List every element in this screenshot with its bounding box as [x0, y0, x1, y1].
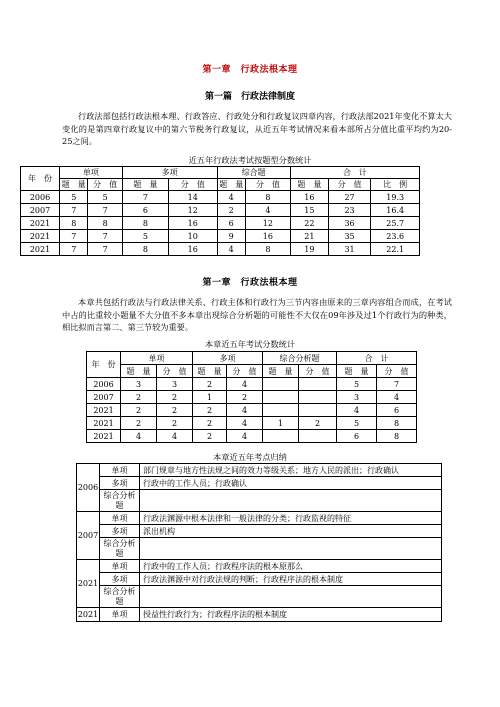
section-intro-paragraph: 行政法部包括行政法根本理、行政答应、行政处分和行政复议四章内容，行政法部2021年变化不算太大变化的是第四章行政复议中的第六节税务行政复议，从近五年考试情况来看本部所占分值比重平均约为20-25之间。	[62, 111, 452, 146]
type-cell: 单项	[100, 560, 140, 573]
table-cell: 2	[121, 417, 157, 430]
table-row	[87, 391, 417, 404]
table-cell: 4	[227, 404, 263, 417]
sub-header: 题 量	[263, 365, 299, 378]
table-cell	[299, 391, 337, 404]
content-cell	[140, 490, 442, 512]
table-cell: 8	[377, 430, 417, 443]
table-cell: 4	[227, 430, 263, 443]
year-cell: 2021	[21, 217, 60, 230]
table-cell: 6	[122, 204, 168, 217]
table-row	[87, 378, 417, 391]
table-cell: 16	[168, 243, 217, 256]
table-cell: 6	[377, 404, 417, 417]
year-cell: 2007	[21, 204, 60, 217]
table-cell: 8	[60, 217, 88, 230]
table-cell: 22	[290, 217, 328, 230]
group-header: 合 计	[337, 352, 417, 365]
sub-header: 分 值	[245, 179, 290, 191]
table-cell: 31	[328, 243, 371, 256]
year-cell: 2021	[87, 430, 121, 443]
table-cell: 2	[193, 404, 227, 417]
table-cell: 4	[377, 391, 417, 404]
year-cell: 2006	[21, 191, 60, 204]
table-cell: 8	[245, 243, 290, 256]
sub-header: 分 值	[88, 179, 122, 191]
content-cell	[140, 586, 442, 608]
sub-header: 分 值	[328, 179, 371, 191]
type-cell: 多项	[100, 477, 140, 490]
score-table-five-years	[20, 166, 420, 256]
type-cell: 单项	[100, 608, 140, 622]
sub-header: 分 值	[377, 365, 417, 378]
group-header: 综合分析题	[263, 352, 337, 365]
table-cell: 35	[328, 230, 371, 243]
table-cell: 21	[290, 230, 328, 243]
table-cell: 25.7	[371, 217, 420, 230]
table-cell: 7	[88, 243, 122, 256]
table-cell: 6	[337, 430, 377, 443]
table-cell: 19.3	[371, 191, 420, 204]
table-cell: 6	[217, 217, 245, 230]
year-header: 年 份	[21, 167, 60, 191]
content-cell: 派出机构	[140, 525, 442, 538]
table-cell: 1	[263, 417, 299, 430]
table-cell: 8	[88, 217, 122, 230]
table-cell: 8	[122, 243, 168, 256]
table-cell: 1	[193, 391, 227, 404]
chapter-title: 第一章 行政法根本理	[202, 65, 298, 75]
table-cell: 7	[88, 230, 122, 243]
sub-header: 题 量	[193, 365, 227, 378]
table-cell: 4	[245, 204, 290, 217]
table-cell: 4	[217, 243, 245, 256]
table-cell: 4	[157, 430, 193, 443]
table-cell: 15	[290, 204, 328, 217]
table-cell: 19	[290, 243, 328, 256]
table-cell: 2	[227, 391, 263, 404]
table-cell: 7	[60, 243, 88, 256]
points-caption: 本章近五年考点归纳	[213, 452, 287, 462]
content-cell: 行政法渊源中对行政法规的判断；行政程序法的根本制度	[140, 573, 442, 586]
type-cell: 综合分析题	[100, 538, 140, 560]
table-cell: 2	[157, 391, 193, 404]
table-cell: 4	[121, 430, 157, 443]
table-cell: 8	[122, 217, 168, 230]
group-header: 单项	[121, 352, 193, 365]
table-cell: 8	[245, 191, 290, 204]
table-cell: 12	[245, 217, 290, 230]
table-cell: 22.1	[371, 243, 420, 256]
type-cell: 多项	[100, 573, 140, 586]
table-cell	[263, 391, 299, 404]
table-cell: 7	[122, 191, 168, 204]
table-cell: 3	[337, 391, 377, 404]
table-cell: 16	[290, 191, 328, 204]
table1-caption: 近五年行政法考试按题型分数统计	[188, 155, 312, 165]
table-cell: 2	[193, 417, 227, 430]
table-cell: 8	[377, 417, 417, 430]
table-cell: 2	[121, 404, 157, 417]
content-cell: 授益性行政行为；行政程序法的根本制度	[140, 608, 442, 622]
table-row	[87, 404, 417, 417]
table-cell	[263, 430, 299, 443]
content-cell: 行政中的工作人员；行政程序法的根本原那么	[140, 560, 442, 573]
table-cell: 3	[157, 378, 193, 391]
content-cell: 行政法渊源中根本法律和一般法律的分类；行政监视的特征	[140, 512, 442, 525]
key-points-table	[76, 463, 442, 622]
group-header: 合 计	[290, 167, 419, 179]
table-cell: 2	[121, 391, 157, 404]
chapter1-title: 第一章 行政法根本理	[202, 278, 298, 288]
table-row	[21, 204, 420, 217]
content-cell: 行政中的工作人员；行政确认	[140, 477, 442, 490]
year-cell: 2006	[87, 378, 121, 391]
table-cell: 12	[168, 204, 217, 217]
table-cell: 16.4	[371, 204, 420, 217]
type-cell: 综合分析题	[100, 586, 140, 608]
table-cell: 5	[88, 191, 122, 204]
table-cell: 4	[217, 191, 245, 204]
table-cell: 5	[122, 230, 168, 243]
type-cell: 单项	[100, 512, 140, 525]
table-cell: 7	[377, 378, 417, 391]
sub-header: 分 值	[227, 365, 263, 378]
section-title: 第一篇 行政法律制度	[204, 92, 295, 102]
year-cell: 2021	[77, 608, 100, 622]
table-cell: 27	[328, 191, 371, 204]
table-row	[21, 217, 420, 230]
type-cell: 综合分析题	[100, 490, 140, 512]
group-header: 多项	[122, 167, 217, 179]
table-cell: 7	[60, 230, 88, 243]
table-cell: 36	[328, 217, 371, 230]
table-cell: 2	[193, 378, 227, 391]
table-cell: 16	[168, 217, 217, 230]
group-header: 综合题	[217, 167, 290, 179]
table-cell	[299, 404, 337, 417]
type-cell: 单项	[100, 464, 140, 477]
table-cell	[299, 430, 337, 443]
sub-header: 题 量	[60, 179, 88, 191]
table2-caption: 本章近五年考试分数统计	[204, 339, 296, 349]
table-cell: 4	[227, 417, 263, 430]
table-cell: 4	[337, 404, 377, 417]
sub-header: 题 量	[121, 365, 157, 378]
sub-header: 题 量	[337, 365, 377, 378]
ratio-header: 比 例	[371, 179, 420, 191]
year-cell: 2021	[21, 243, 60, 256]
year-header: 年 份	[87, 352, 121, 378]
table-cell: 2	[157, 404, 193, 417]
table-cell: 2	[299, 417, 337, 430]
year-cell: 2007	[87, 391, 121, 404]
chapter1-score-table	[86, 351, 417, 443]
sub-header: 分 值	[299, 365, 337, 378]
table-cell: 23.6	[371, 230, 420, 243]
year-cell: 2007	[77, 512, 100, 560]
table-cell: 3	[121, 378, 157, 391]
table-row	[21, 191, 420, 204]
sub-header: 题 量	[122, 179, 168, 191]
sub-header: 分 值	[157, 365, 193, 378]
table-cell: 23	[328, 204, 371, 217]
table-cell: 7	[88, 204, 122, 217]
table-row	[87, 430, 417, 443]
table-cell: 14	[168, 191, 217, 204]
year-cell: 2021	[87, 404, 121, 417]
table-cell: 16	[245, 230, 290, 243]
table-cell	[263, 378, 299, 391]
type-cell: 多项	[100, 525, 140, 538]
table-cell: 9	[217, 230, 245, 243]
year-cell: 2006	[77, 464, 100, 512]
table-cell: 2	[193, 430, 227, 443]
table-cell: 7	[60, 204, 88, 217]
table-row	[87, 417, 417, 430]
sub-header: 分 值	[168, 179, 217, 191]
table-cell: 2	[217, 204, 245, 217]
year-cell: 2021	[87, 417, 121, 430]
content-cell	[140, 538, 442, 560]
sub-header: 题 量	[290, 179, 328, 191]
group-header: 多项	[193, 352, 263, 365]
table-cell: 5	[337, 378, 377, 391]
table-row	[21, 230, 420, 243]
table-cell	[263, 404, 299, 417]
table-cell: 10	[168, 230, 217, 243]
group-header: 单项	[60, 167, 123, 179]
table-cell: 5	[337, 417, 377, 430]
sub-header: 题 量	[217, 179, 245, 191]
chapter1-intro-paragraph: 本章共包括行政法与行政法律关系、行政主体和行政行为三节内容由原来的三章内容组合而成，在考试中占的比重较小题量不大分值不多本章出现综合分析题的可能性不大仅在09年涉及过1个行政行为的种类，相比拟而言第二、第三节较为重要。	[62, 297, 452, 332]
year-cell: 2021	[21, 230, 60, 243]
table-cell: 2	[157, 417, 193, 430]
table-cell: 5	[60, 191, 88, 204]
content-cell: 部门规章与地方性法规之间的效力等级关系；地方人民的派出；行政确认	[140, 464, 442, 477]
year-cell: 2021	[77, 560, 100, 608]
table-row	[21, 243, 420, 256]
table-cell	[299, 378, 337, 391]
table-cell: 4	[227, 378, 263, 391]
